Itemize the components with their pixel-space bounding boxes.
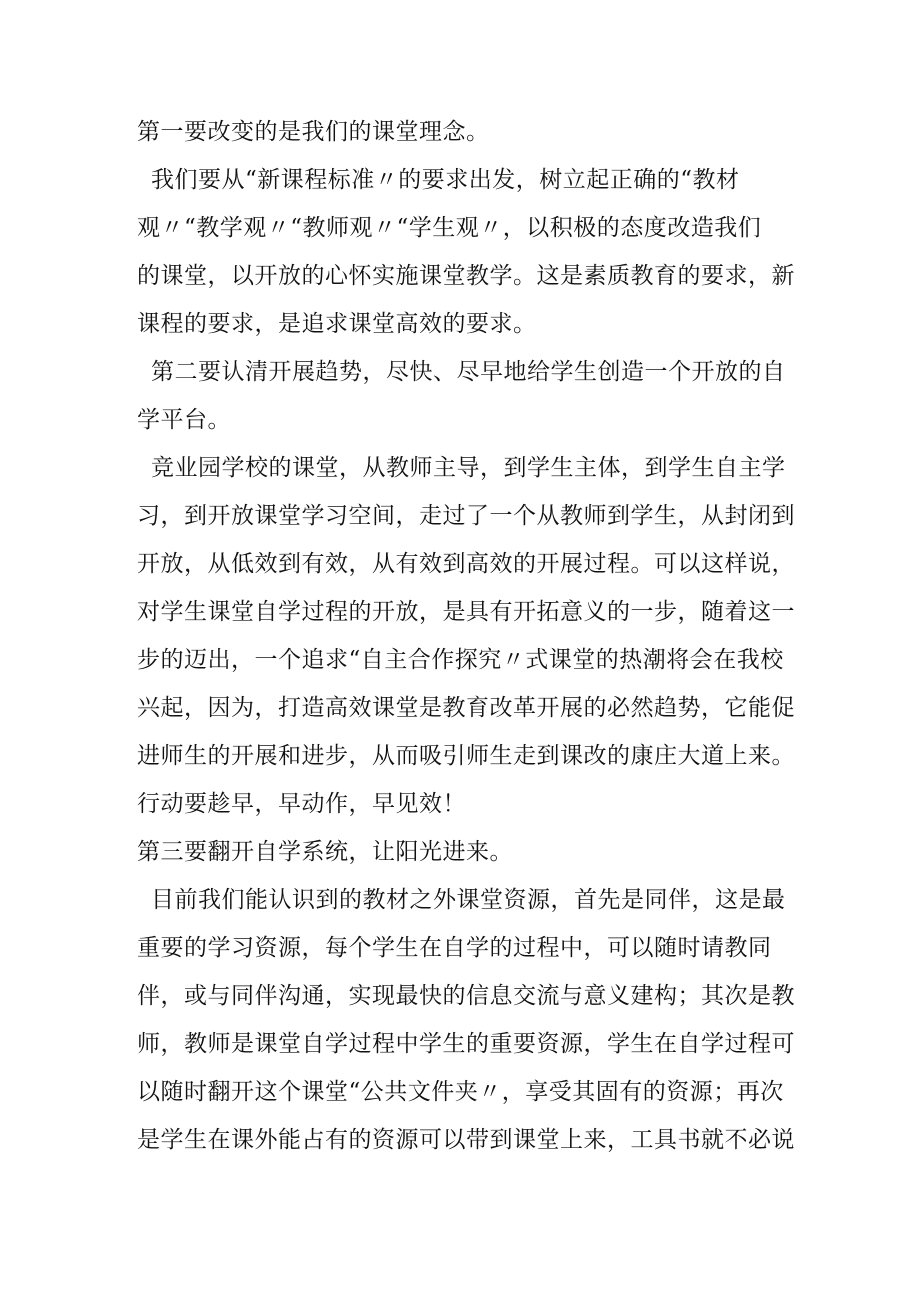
paragraph-line: 伴，或与同伴沟通，实现最快的信息交流与意义建构；其次是教 <box>137 983 795 1009</box>
document-body <box>137 108 797 1164</box>
paragraph-line: 进师生的开展和进步，从而吸引师生走到课改的康庄大道上来。 <box>137 743 795 769</box>
paragraph-line: 习，到开放课堂学习空间，走过了一个从教师到学生，从封闭到 <box>137 503 795 529</box>
heading-line-2-cont: 学平台。 <box>137 407 231 433</box>
paragraph-line: 重要的学习资源，每个学生在自学的过程中，可以随时请教同 <box>137 935 772 961</box>
paragraph-line: 课程的要求，是追求课堂高效的要求。 <box>137 311 537 337</box>
paragraph-line: 开放，从低效到有效，从有效到高效的开展过程。可以这样说， <box>137 551 795 577</box>
heading-line-1: 第一要改变的是我们的课堂理念。 <box>137 119 490 145</box>
paragraph-line: 观〃“教学观〃“教师观〃“学生观〃，以积极的态度改造我们 <box>137 215 762 241</box>
heading-line-2: 第二要认清开展趋势，尽快、尽早地给学生创造一个开放的自 <box>151 359 786 385</box>
paragraph-line: 行动要趁早，早动作，早见效！ <box>137 791 466 817</box>
paragraph-line: 的课堂，以开放的心怀实施课堂教学。这是素质教育的要求，新 <box>137 263 795 289</box>
paragraph-line: 我们要从“新课程标准〃的要求出发，树立起正确的“教材 <box>151 167 740 193</box>
paragraph-line: 竞业园学校的课堂，从教师主导，到学生主体，到学生自主学 <box>151 455 786 481</box>
paragraph-line: 兴起，因为，打造高效课堂是教育改革开展的必然趋势，它能促 <box>137 695 795 721</box>
paragraph-line: 以随时翻开这个课堂“公共文件夹〃，享受其固有的资源；再次 <box>137 1079 784 1105</box>
paragraph-line: 师，教师是课堂自学过程中学生的重要资源，学生在自学过程可 <box>137 1031 795 1057</box>
paragraph-line: 步的迈出，一个追求“自主合作探究〃式课堂的热潮将会在我校 <box>137 647 784 673</box>
paragraph-line: 是学生在课外能占有的资源可以带到课堂上来，工具书就不必说 <box>137 1127 795 1153</box>
heading-line-3: 第三要翻开自学系统，让阳光进来。 <box>137 839 513 865</box>
paragraph-line: 目前我们能认识到的教材之外课堂资源，首先是同伴，这是最 <box>151 887 786 913</box>
paragraph-line: 对学生课堂自学过程的开放，是具有开拓意义的一步，随着这一 <box>137 599 795 625</box>
